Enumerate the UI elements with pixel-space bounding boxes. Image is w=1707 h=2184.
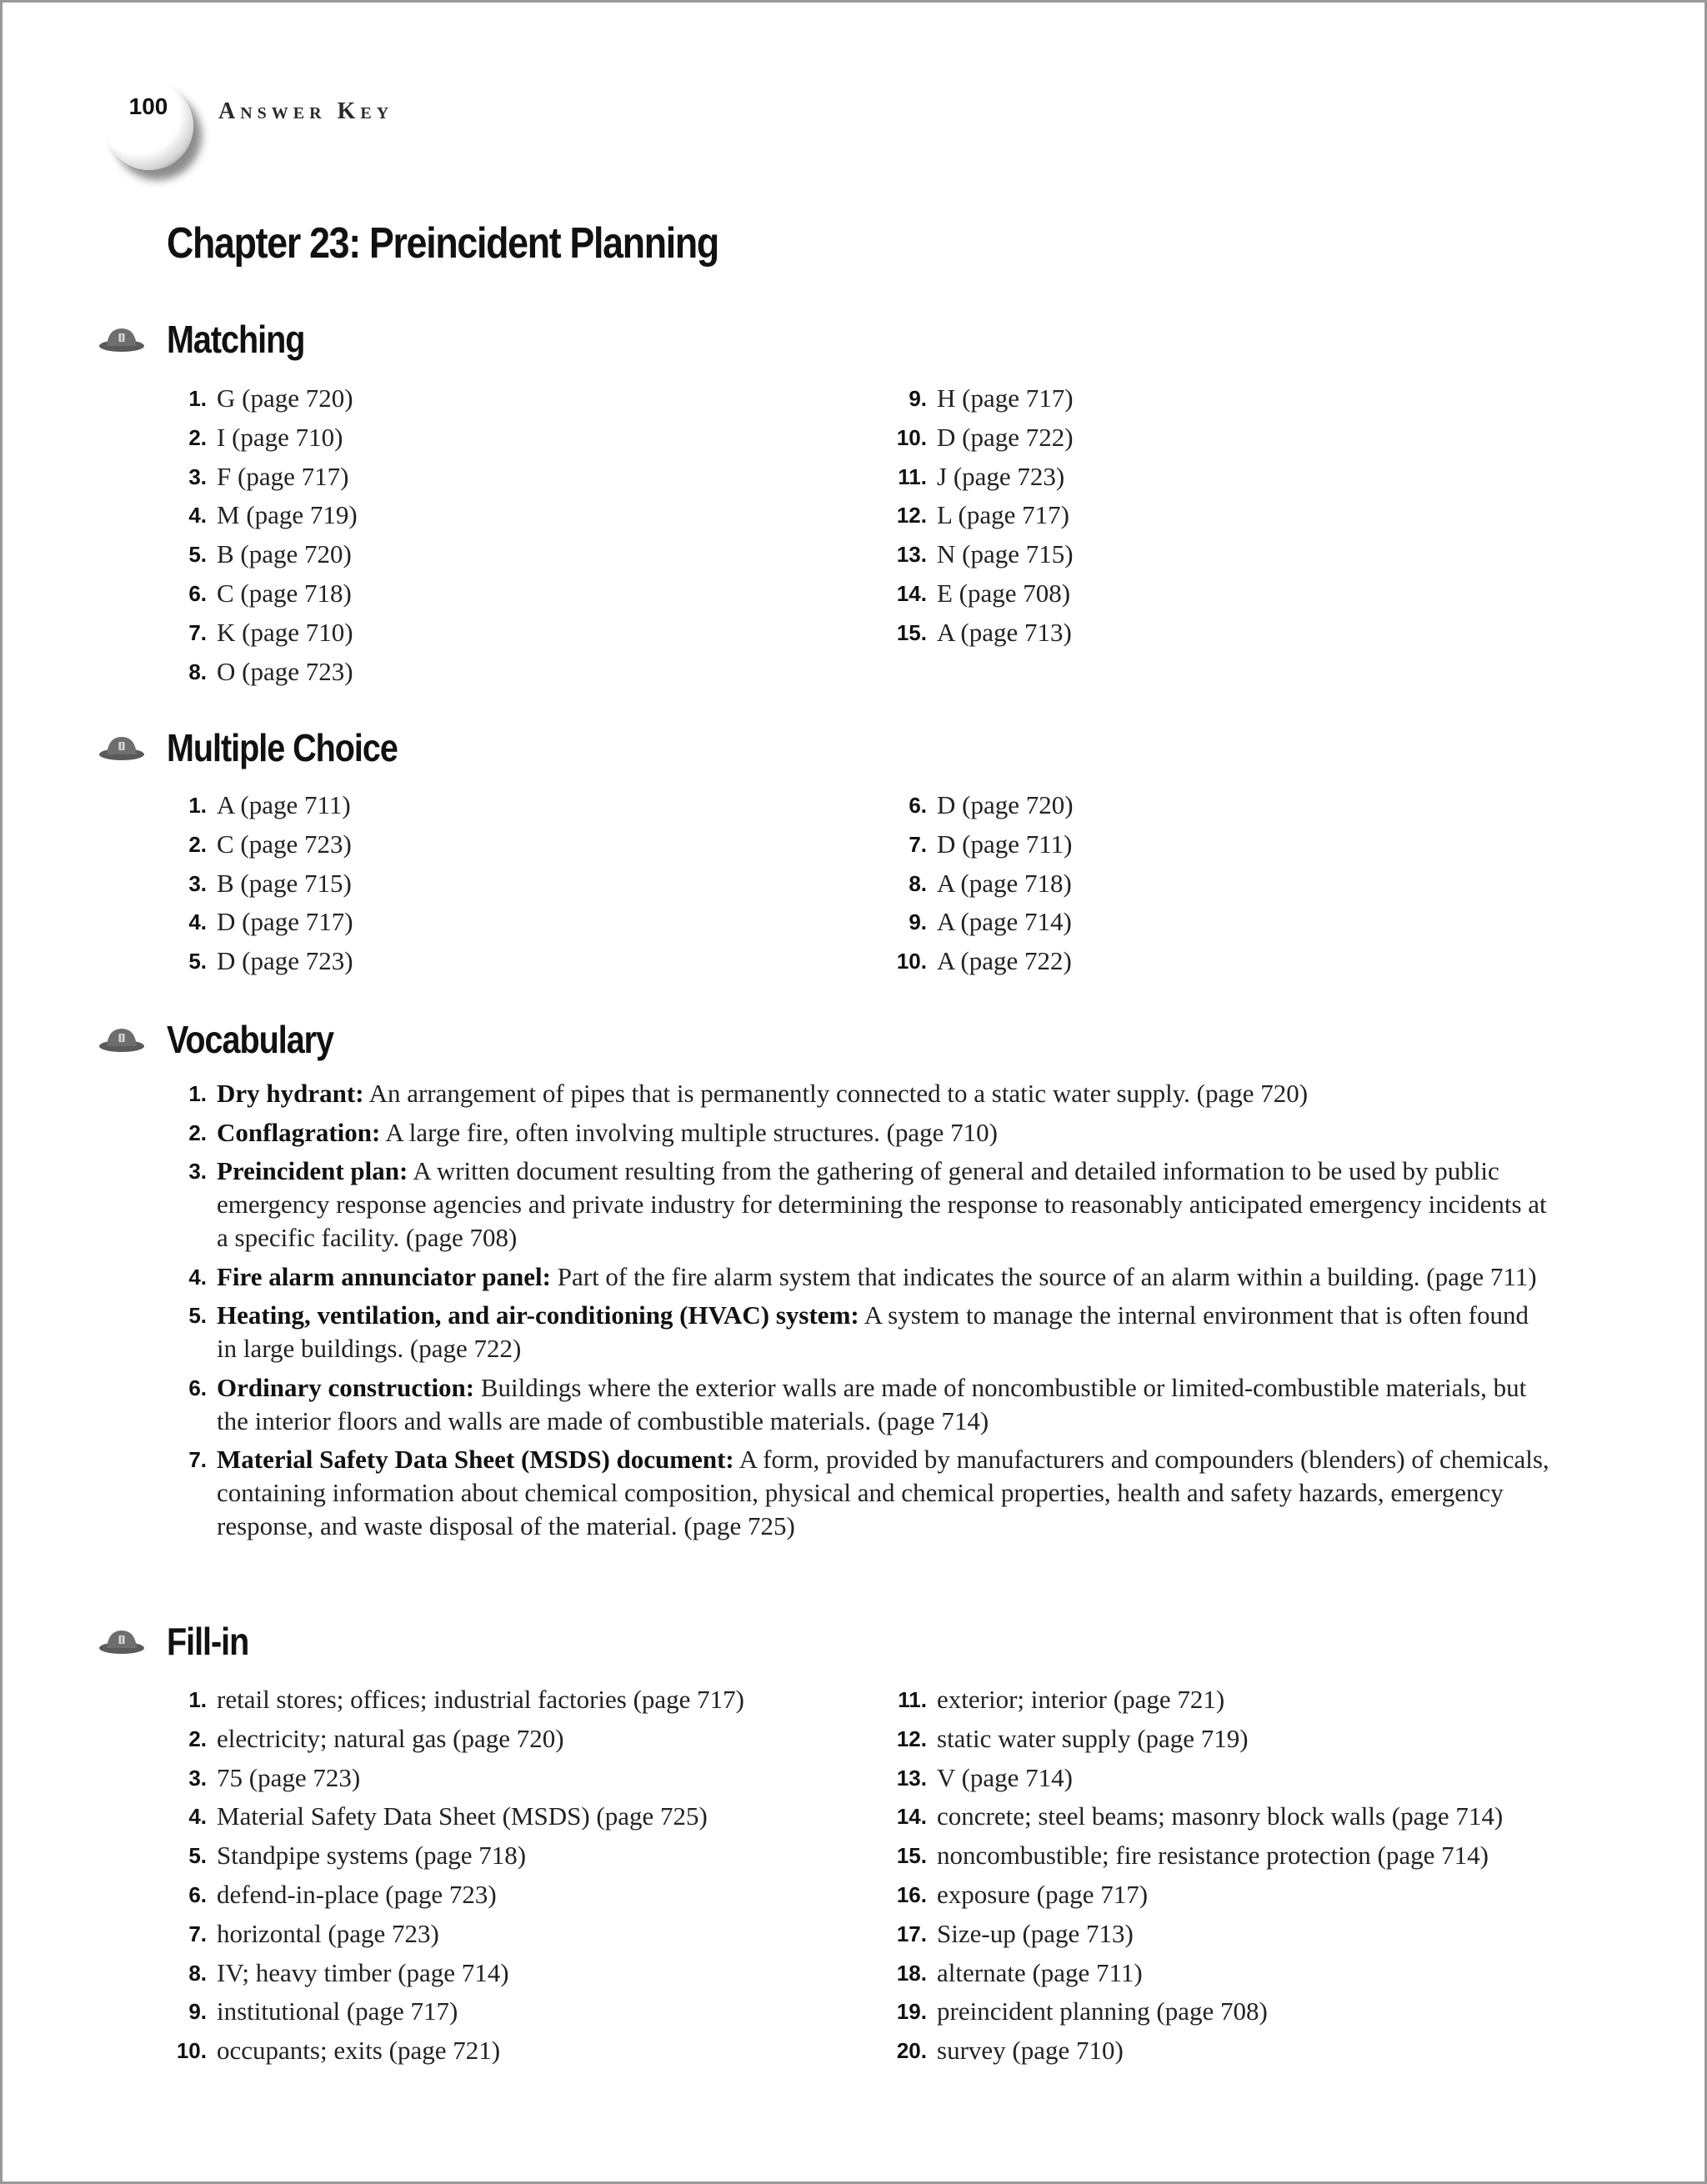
item-answer: alternate (page 711) — [937, 1957, 1143, 1987]
fill-in-list-right — [896, 1681, 1504, 2071]
vocab-definition: Part of the fire alarm system that indicates the source of an alarm within a building. (page 711) — [551, 1261, 1537, 1291]
item-number: 5. — [188, 1843, 207, 1869]
item-number: 10. — [176, 2038, 207, 2064]
helmet-icon — [98, 1025, 145, 1054]
item-number: 6. — [188, 1375, 207, 1400]
item-number: 7. — [909, 831, 927, 857]
item-answer: institutional (page 717) — [217, 1996, 458, 2026]
list-item — [898, 1681, 1503, 1720]
item-answer: O (page 723) — [217, 656, 353, 686]
list-item — [896, 942, 1074, 981]
vocab-term: Dry hydrant: — [217, 1079, 364, 1108]
list-item — [188, 1720, 744, 1759]
item-number: 4. — [188, 503, 207, 528]
helmet-icon — [98, 325, 145, 353]
list-item — [188, 418, 358, 458]
item-answer: M (page 719) — [217, 500, 358, 530]
item-number: 11. — [898, 1687, 927, 1712]
item-number: 8. — [188, 659, 207, 684]
item-number: 6. — [909, 793, 927, 818]
vocab-term: Material Safety Data Sheet (MSDS) document: — [217, 1445, 734, 1474]
item-answer: D (page 722) — [937, 422, 1074, 452]
matching-list-left — [188, 379, 358, 691]
vocab-definition: An arrangement of pipes that is permanently connected to a static water supply. (page 720) — [363, 1079, 1309, 1108]
item-answer: exposure (page 717) — [937, 1879, 1149, 1909]
item-answer: A (page 713) — [937, 617, 1072, 647]
item-number: 7. — [188, 619, 207, 645]
item-number: 7. — [188, 1921, 207, 1946]
item-answer: A (page 722) — [937, 946, 1072, 976]
list-item — [896, 1759, 1503, 1798]
item-number: 7. — [188, 1447, 207, 1472]
item-answer: horizontal (page 723) — [217, 1918, 439, 1948]
item-answer: Standpipe systems (page 718) — [217, 1841, 527, 1871]
fill-in-list-left — [176, 1681, 744, 2071]
item-number: 12. — [896, 503, 927, 528]
item-number: 2. — [188, 1726, 207, 1751]
list-item — [896, 1836, 1503, 1876]
section-heading-matching: Matching — [167, 318, 305, 361]
vocab-definition: A written document resulting from the gathering of general and detailed information to be used by public emergency response agencies and private industry for determining the response to reasonably anticipated emergency incidents at a specific facility. (page 708) — [217, 1156, 1547, 1252]
item-number: 5. — [188, 1303, 207, 1328]
list-item — [909, 379, 1074, 418]
list-item — [896, 1915, 1503, 1954]
item-answer: 75 (page 723) — [217, 1762, 361, 1792]
item-number: 1. — [188, 386, 207, 411]
item-answer: V (page 714) — [937, 1762, 1073, 1792]
item-answer: exterior; interior (page 721) — [937, 1685, 1225, 1714]
item-number: 3. — [188, 1159, 207, 1184]
item-number: 1. — [188, 1081, 207, 1106]
item-answer: A (page 718) — [937, 868, 1072, 898]
vocab-definition: A large fire, often involving multiple structures. (page 710) — [380, 1117, 998, 1147]
list-item — [896, 1876, 1503, 1915]
multiple-choice-list-left — [188, 786, 353, 981]
matching-list-right — [896, 379, 1074, 653]
item-answer: E (page 708) — [937, 578, 1071, 608]
item-number: 1. — [188, 793, 207, 818]
item-number: 19. — [896, 1999, 927, 2025]
list-item — [896, 1954, 1503, 1993]
list-item — [188, 614, 358, 653]
item-number: 9. — [909, 909, 927, 935]
list-item — [188, 825, 353, 864]
list-item — [188, 653, 358, 692]
item-answer: D (page 717) — [217, 907, 353, 937]
list-item — [188, 1836, 744, 1876]
vocab-term: Preincident plan: — [217, 1156, 408, 1185]
item-number: 14. — [896, 580, 927, 606]
item-answer: noncombustible; fire resistance protection (page 714) — [937, 1841, 1489, 1871]
item-number: 5. — [188, 949, 207, 974]
list-item — [896, 614, 1074, 653]
list-item — [909, 903, 1074, 942]
item-number: 3. — [188, 870, 207, 896]
section-heading-multiple-choice: Multiple Choice — [167, 726, 398, 769]
item-answer: preincident planning (page 708) — [937, 1996, 1268, 2026]
helmet-icon — [98, 1627, 145, 1656]
item-number: 16. — [896, 1881, 927, 1907]
list-item — [188, 1681, 744, 1720]
list-item — [909, 825, 1074, 864]
item-number: 5. — [188, 542, 207, 568]
item-number: 2. — [188, 424, 207, 450]
running-head: Answer Key — [218, 98, 394, 124]
item-answer: G (page 720) — [217, 383, 353, 413]
list-item — [896, 574, 1074, 614]
item-number: 10. — [896, 949, 927, 974]
item-number: 13. — [896, 1765, 927, 1791]
vocab-term: Heating, ventilation, and air-conditioning (HVAC) system: — [217, 1300, 859, 1330]
list-item — [898, 458, 1074, 497]
item-answer: Material Safety Data Sheet (MSDS) (page 725) — [217, 1801, 708, 1831]
item-number: 8. — [909, 870, 927, 896]
item-number: 4. — [188, 1804, 207, 1830]
item-answer: D (page 720) — [937, 790, 1074, 819]
item-answer: J (page 723) — [937, 461, 1065, 491]
item-answer: I (page 710) — [217, 422, 343, 452]
list-item — [188, 903, 353, 942]
item-answer: L (page 717) — [937, 500, 1069, 530]
item-number: 17. — [896, 1921, 927, 1946]
item-number: 4. — [188, 909, 207, 935]
item-number: 8. — [188, 1960, 207, 1986]
list-item — [176, 2031, 744, 2071]
section-heading-fill-in: Fill-in — [167, 1620, 249, 1663]
item-number: 3. — [188, 1765, 207, 1791]
list-item — [188, 458, 358, 497]
item-answer: B (page 720) — [217, 539, 352, 569]
item-number: 9. — [188, 1999, 207, 2025]
list-item — [896, 2031, 1503, 2071]
list-item — [188, 379, 358, 418]
list-item — [188, 1797, 744, 1836]
vocab-item — [188, 1443, 1550, 1543]
list-item — [188, 786, 353, 825]
item-answer: A (page 714) — [937, 907, 1072, 937]
item-answer: N (page 715) — [937, 539, 1074, 569]
list-item — [896, 418, 1074, 458]
item-number: 20. — [896, 2038, 927, 2064]
item-answer: D (page 711) — [937, 829, 1073, 859]
vocabulary-list — [188, 1077, 1550, 1549]
vocab-item — [188, 1116, 1550, 1150]
list-item — [896, 1992, 1503, 2031]
item-number: 15. — [896, 619, 927, 645]
vocab-definition: Buildings where the exterior walls are made of noncombustible or limited-combustible materials, but the interior floors and walls are made of combustible materials. (page 714) — [217, 1372, 1527, 1435]
vocab-term: Conflagration: — [217, 1117, 381, 1147]
vocab-definition: A system to manage the internal environment that is often found in large buildings. (page 722) — [217, 1300, 1529, 1363]
list-item — [896, 1797, 1504, 1836]
item-number: 11. — [898, 463, 927, 489]
item-number: 3. — [188, 463, 207, 489]
list-item — [188, 535, 358, 574]
list-item — [909, 786, 1074, 825]
list-item — [188, 864, 353, 904]
item-number: 14. — [896, 1804, 927, 1830]
vocab-term: Fire alarm annunciator panel: — [217, 1261, 551, 1291]
vocab-item — [188, 1077, 1550, 1110]
vocab-item — [188, 1260, 1550, 1294]
list-item — [896, 496, 1074, 535]
page-number: 100 — [128, 93, 168, 119]
item-answer: survey (page 710) — [937, 2036, 1124, 2066]
item-answer: C (page 723) — [217, 829, 352, 859]
chapter-title: Chapter 23: Preincident Planning — [167, 219, 718, 268]
item-number: 2. — [188, 1120, 207, 1145]
list-item — [188, 1954, 744, 1993]
list-item — [188, 496, 358, 535]
item-answer: H (page 717) — [937, 383, 1074, 413]
item-number: 6. — [188, 580, 207, 606]
item-answer: A (page 711) — [217, 790, 351, 819]
item-number: 15. — [896, 1843, 927, 1869]
item-answer: F (page 717) — [217, 461, 349, 491]
item-answer: static water supply (page 719) — [937, 1723, 1249, 1753]
helmet-icon — [98, 734, 145, 762]
list-item — [188, 1915, 744, 1954]
item-number: 6. — [188, 1881, 207, 1907]
list-item — [188, 1992, 744, 2031]
vocab-item — [188, 1155, 1550, 1255]
list-item — [188, 1759, 744, 1798]
item-answer: defend-in-place (page 723) — [217, 1879, 497, 1909]
item-answer: C (page 718) — [217, 578, 352, 608]
vocab-item — [188, 1371, 1550, 1438]
item-number: 9. — [909, 386, 927, 411]
item-answer: Size-up (page 713) — [937, 1918, 1134, 1948]
list-item — [188, 942, 353, 981]
item-number: 13. — [896, 542, 927, 568]
item-answer: B (page 715) — [217, 868, 352, 898]
vocab-term: Ordinary construction: — [217, 1372, 475, 1402]
item-answer: retail stores; offices; industrial factories (page 717) — [217, 1685, 744, 1714]
item-answer: concrete; steel beams; masonry block walls (page 714) — [937, 1801, 1504, 1831]
vocab-definition: A form, provided by manufacturers and compounders (blenders) of chemicals, containing information about chemical composition, physical and chemical properties, health and safety hazards, emergency response, and waste disposal of the material. (page 725) — [217, 1445, 1549, 1540]
list-item — [188, 574, 358, 614]
item-answer: K (page 710) — [217, 617, 353, 647]
item-answer: IV; heavy timber (page 714) — [217, 1957, 509, 1987]
item-answer: D (page 723) — [217, 946, 353, 976]
list-item — [896, 535, 1074, 574]
list-item — [188, 1876, 744, 1915]
list-item — [909, 864, 1074, 904]
item-number: 1. — [188, 1687, 207, 1712]
item-number: 10. — [896, 424, 927, 450]
item-number: 4. — [188, 1264, 207, 1290]
vocab-item — [188, 1299, 1550, 1365]
item-answer: occupants; exits (page 721) — [217, 2036, 501, 2066]
item-answer: electricity; natural gas (page 720) — [217, 1723, 564, 1753]
list-item — [896, 1720, 1503, 1759]
item-number: 18. — [896, 1960, 927, 1986]
multiple-choice-list-right — [896, 786, 1074, 981]
section-heading-vocabulary: Vocabulary — [167, 1018, 334, 1061]
item-number: 12. — [896, 1726, 927, 1751]
item-number: 2. — [188, 831, 207, 857]
